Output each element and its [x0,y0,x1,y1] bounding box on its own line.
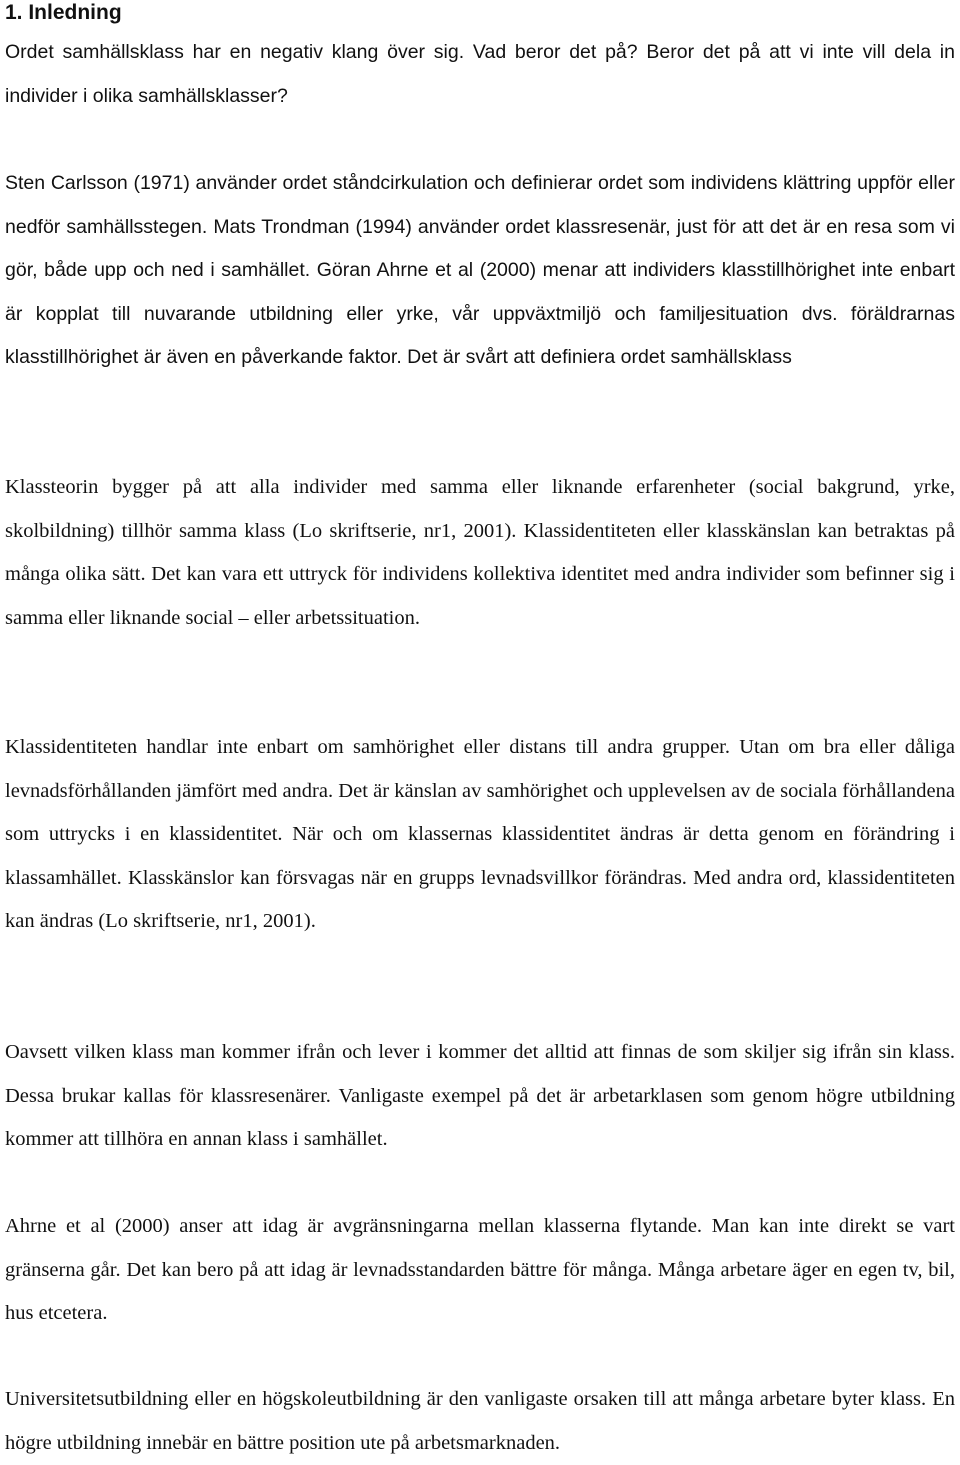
paragraph-7 [5,1378,955,1465]
paragraph-4-text: Klassidentiteten handlar inte enbart om samhörighet eller distans till andra grupper. Utan om bra eller dåliga levnadsförhållanden jämfört med andra. Det är känslan av samhörighet och upplevelsen av de sociala förhållandena som uttrycks i en klassidentitet. När och om klassernas klassidentitet ändras är detta genom en förändring i klassamhället. Klasskänslor kan försvagas när en grupps levnadsvillkor förändras. Med andra ord, klassidentiteten kan ändras (Lo skriftserie, nr1, 2001). [5,736,955,932]
section-heading: 1. Inledning [5,1,122,24]
paragraph-6 [5,1205,955,1336]
paragraph-7-text: Universitetsutbildning eller en högskoleutbildning är den vanligaste orsaken till att många arbetare byter klass. En högre utbildning innebär en bättre position ute på arbetsmarknaden. [5,1388,955,1454]
paragraph-6-text: Ahrne et al (2000) anser att idag är avgränsningarna mellan klasserna flytande. Man kan inte direkt se vart gränserna går. Det kan bero på att idag är levnadsstandarden bättre för många. Många arbetare äger en egen tv, bil, hus etcetera. [5,1215,955,1324]
paragraph-1-text: Ordet samhällsklass har en negativ klang över sig. Vad beror det på? Beror det på att vi inte vill dela in individer i olika samhällsklasser? [5,41,955,107]
paragraph-4 [5,726,955,944]
paragraph-2 [5,162,955,380]
paragraph-3-text: Klassteorin bygger på att alla individer med samma eller liknande erfarenheter (social bakgrund, yrke, skolbildning) tillhör samma klass (Lo skriftserie, nr1, 2001). Klassidentiteten eller klasskänslan kan betraktas på många olika sätt. Det kan vara ett uttryck för individens kollektiva identitet med andra individer som befinner sig i samma eller liknande social – eller arbetssituation. [5,476,955,629]
paragraph-2-text: Sten Carlsson (1971) använder ordet ståndcirkulation och definierar ordet som individens klättring uppför eller nedför samhällsstegen. Mats Trondman (1994) använder ordet klassresenär, just för att det är en resa som vi gör, både upp och ned i samhället. Göran Ahrne et al (2000) menar att individers klasstillhörighet inte enbart är kopplat till nuvarande utbildning eller yrke, vår uppväxtmiljö och familjesituation dvs. föräldrarnas klasstillhörighet är även en påverkande faktor. Det är svårt att definiera ordet samhällsklass [5,172,955,368]
paragraph-3 [5,466,955,640]
paragraph-5-text: Oavsett vilken klass man kommer ifrån och lever i kommer det alltid att finnas de som skiljer sig ifrån sin klass. Dessa brukar kallas för klassresenärer. Vanligaste exempel på det är arbetarklasen som genom högre utbildning kommer att tillhöra en annan klass i samhället. [5,1041,955,1150]
paragraph-1 [5,31,955,118]
paragraph-5 [5,1031,955,1162]
